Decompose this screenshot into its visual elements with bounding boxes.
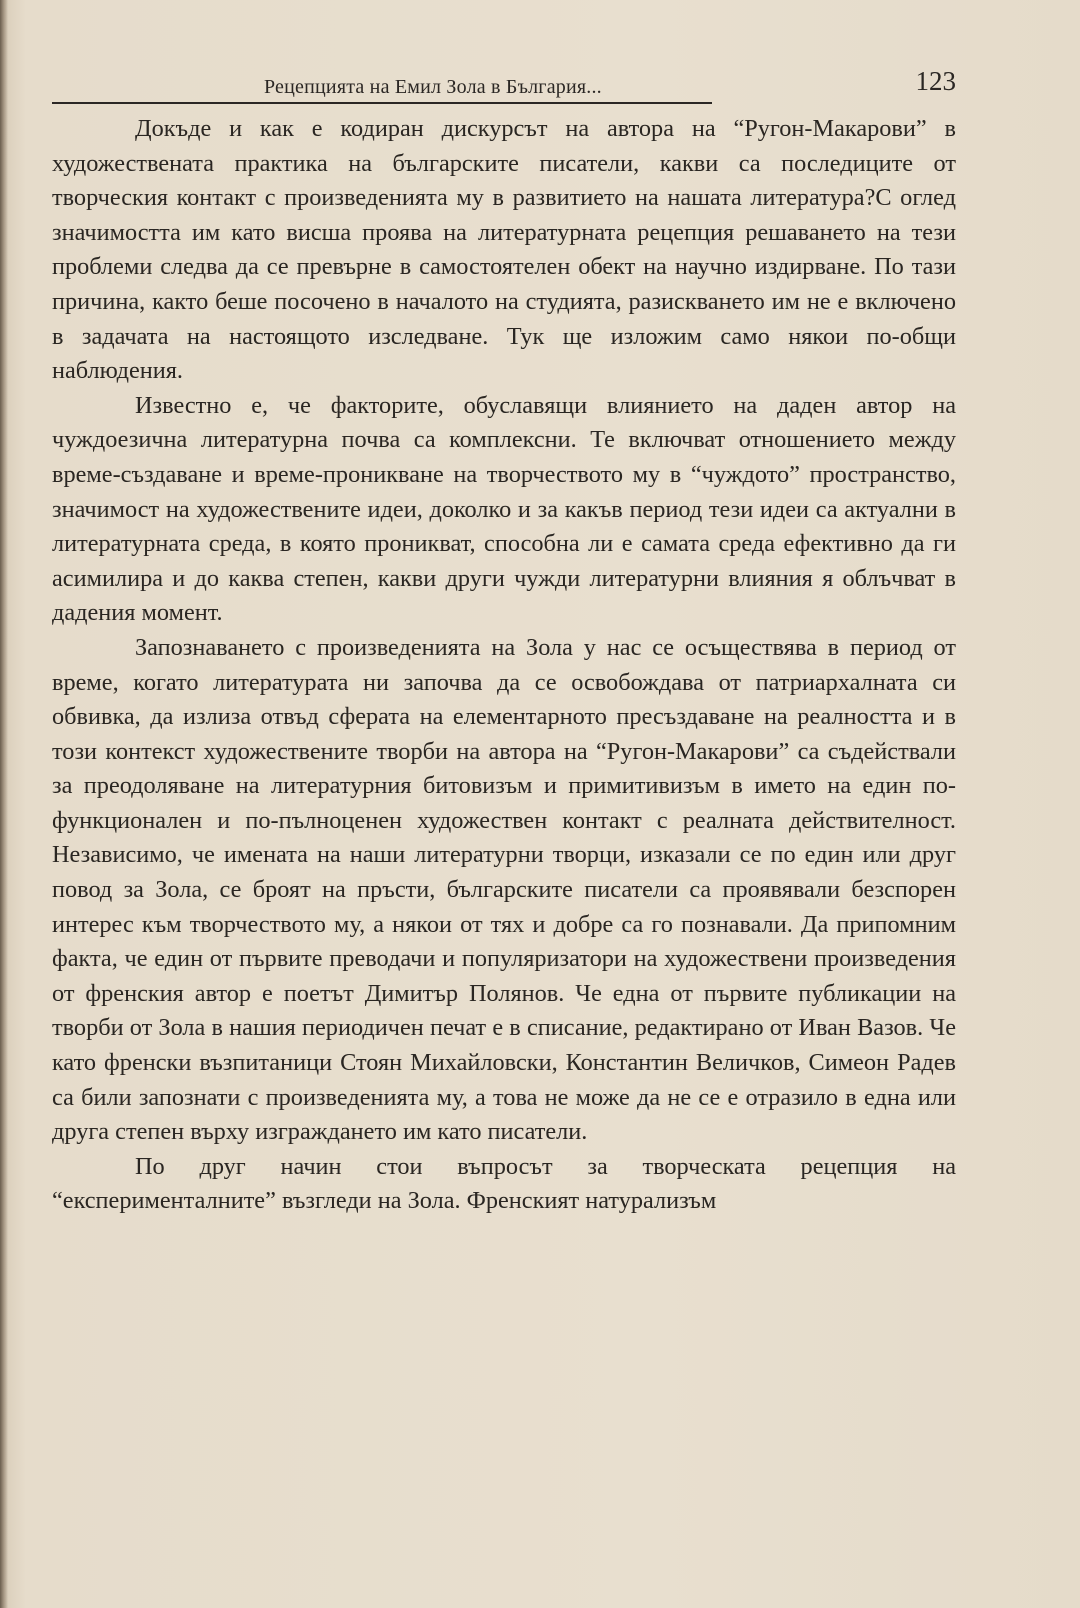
page-gutter-shadow (0, 0, 8, 1608)
paragraph: По друг начин стои въпросът за творческата рецепция на “експерименталните” възгледи на Зола. Френският натурализъм (52, 1152, 956, 1215)
paragraph: Докъде и как е кодиран дискурсът на автора на “Ругон-Макарови” в художествената практика на българските писатели, какви са последиците от творческия контакт с произведенията му в развитието на нашата литература?С оглед значимостта им като висша проява на литературната рецепция решаването на тези проблеми следва да се превърне в самостоятелен обект на научно издирване. По тази причина, както беше посочено в началото на студията, разискването им не е включено в задачата на настоящото изследване. Тук ще изложим само някои по-общи наблюдения. (52, 115, 956, 385)
paragraph: Известно е, че факторите, обуславящи влиянието на даден автор на чуждоезична литературна почва са комплексни. Те включват отношението между време-създаване и време-проникване на творчеството му в “чуждото” пространство, значимост на художествените идеи, доколко и за какъв период тези идеи са актуални в литературната среда, в която проникват, способна ли е самата среда ефективно да ги асимилира и до каква степен, какви други чужди литературни влияния я облъчват в дадения момент. (52, 391, 956, 627)
paragraph: Запознаването с произведенията на Зола у нас се осъществява в период от време, когато литературата ни започва да се освобождава от патриархалната си обвивка, да излиза отвъд сферата на елементарното пресъздаване на реалността и в този контекст художествените творби на автора на “Ругон-Макарови” са съдействали за преодоляване на литературния битовизъм и примитивизъм в името на един по-функционален и по-пълноценен художествен контакт с реалната действителност. Независимо, че имената на наши литературни творци, изказали се по един или друг повод за Зола, се броят на пръсти, българските писатели са проявявали безспорен интерес към творчеството му, а някои от тях и добре са го познавали. Да припомним факта, че един от първите преводачи и популяризатори на художествени произведения от френския автор е поетът Димитър Полянов. Че една от първите публикации на творби от Зола в нашия периодичен печат е в списание, редактирано от Иван Вазов. Че като френски възпитаници Стоян Михайловски, Константин Величков, Симеон Радев са били запознати с произведенията му, а това не може да не се е отразило в една или друга степен върху изграждането им като писатели. (52, 633, 956, 1146)
header-rule (52, 102, 712, 104)
page-header (52, 62, 956, 104)
page-number: 123 (915, 66, 956, 96)
running-title: Рецепцията на Емил Зола в България... (264, 76, 602, 98)
body-text (52, 112, 956, 1219)
